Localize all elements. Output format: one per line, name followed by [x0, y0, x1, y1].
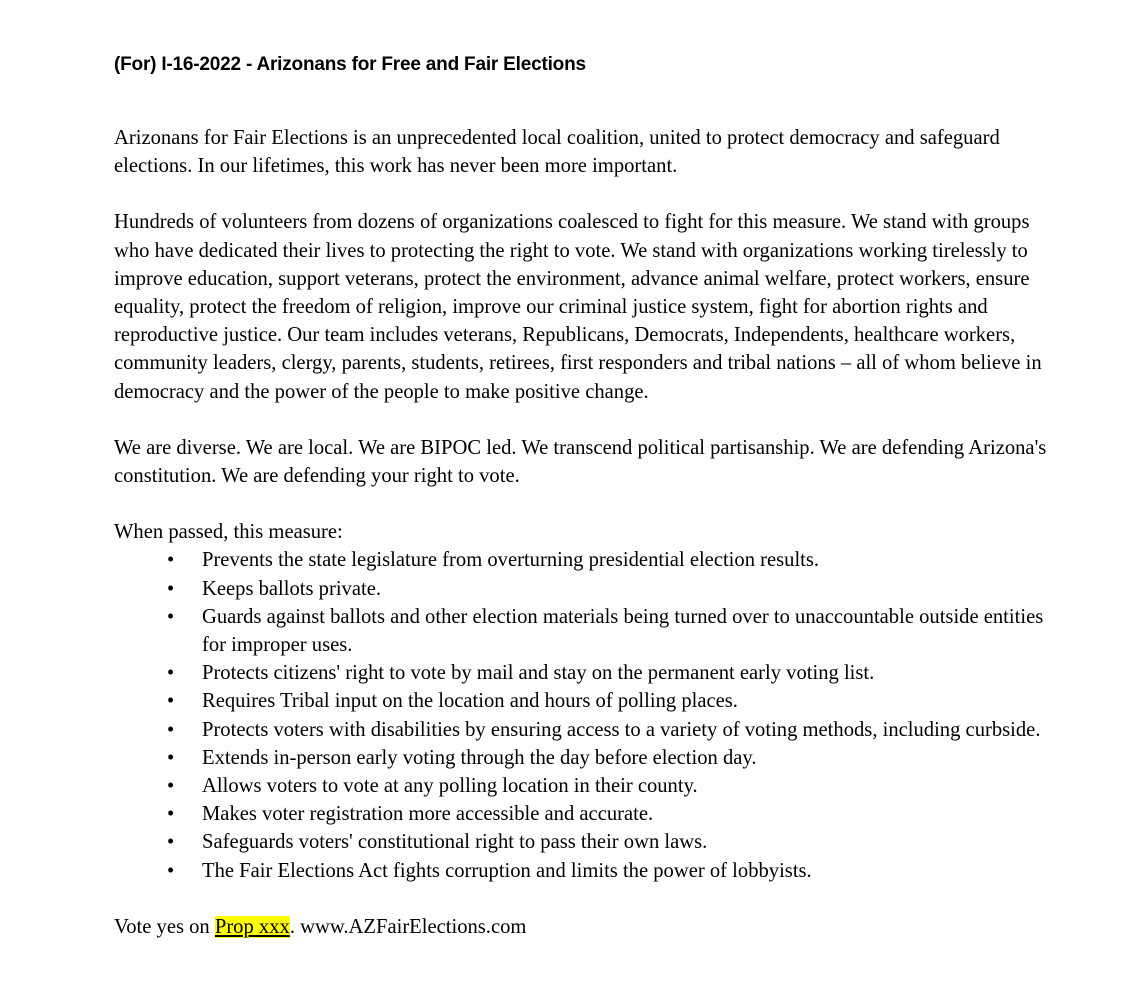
- bullet-icon: •: [167, 859, 175, 882]
- list-intro: When passed, this measure:: [114, 521, 343, 544]
- list-item-text: Allows voters to vote at any polling location in their county.: [202, 775, 698, 798]
- measure-bullet-list: [114, 546, 1065, 884]
- list-item: [114, 828, 1065, 856]
- bullet-icon: •: [167, 577, 175, 600]
- bullet-icon: •: [167, 831, 175, 854]
- document-body: [114, 124, 1065, 941]
- coalition-paragraph: Hundreds of volunteers from dozens of organizations coalesced to fight for this measure. We stand with groups who have dedicated their lives to protecting the right to vote. We stand with organizations working tirelessly to improve education, support veterans, protect the environment, advance animal welfare, protect workers, ensure equality, protect the freedom of religion, improve our criminal justice system, fight for abortion rights and reproductive justice. Our team includes veterans, Republicans, Democrats, Independents, healthcare workers, community leaders, clergy, parents, students, retirees, first responders and tribal nations – all of whom believe in democracy and the power of the people to make positive change.: [114, 211, 1042, 403]
- list-item: [114, 800, 1065, 828]
- intro-paragraph: Arizonans for Fair Elections is an unprecedented local coalition, united to protect democracy and safeguard elections. In our lifetimes, this work has never been more important.: [114, 127, 1000, 178]
- list-item: [114, 857, 1065, 885]
- identity-paragraph: We are diverse. We are local. We are BIPOC led. We transcend political partisanship. We are defending Arizona's constitution. We are defending your right to vote.: [114, 436, 1047, 488]
- bullet-icon: •: [167, 746, 175, 769]
- bullet-icon: •: [167, 690, 175, 713]
- bullet-icon: •: [167, 605, 175, 628]
- list-item-text: The Fair Elections Act fights corruption and limits the power of lobbyists.: [202, 859, 812, 882]
- list-item-text: Protects voters with disabilities by ensuring access to a variety of voting methods, including curbside.: [202, 718, 1041, 741]
- list-item-text: Guards against ballots and other election materials being turned over to unaccountable outside entities for improper uses.: [202, 605, 1044, 657]
- list-item: [114, 716, 1065, 744]
- list-item: [114, 744, 1065, 772]
- list-item: [114, 772, 1065, 800]
- prop-highlight: Prop xxx: [214, 915, 290, 938]
- closing-line: [114, 913, 1065, 941]
- list-item-text: Safeguards voters' constitutional right to pass their own laws.: [202, 831, 708, 854]
- list-item-text: Extends in-person early voting through the day before election day.: [202, 746, 757, 769]
- closing-suffix: . www.AZFairElections.com: [289, 915, 527, 938]
- list-item: [114, 575, 1065, 603]
- bullet-icon: •: [167, 803, 175, 826]
- bullet-icon: •: [167, 549, 175, 572]
- list-item-text: Prevents the state legislature from overturning presidential election results.: [202, 549, 820, 572]
- list-item: [114, 659, 1065, 687]
- list-item: [114, 687, 1065, 715]
- list-item: [114, 603, 1065, 659]
- list-item-text: Keeps ballots private.: [202, 577, 381, 600]
- document-heading: (For) I-16-2022 - Arizonans for Free and Fair Elections: [114, 54, 586, 75]
- list-item-text: Makes voter registration more accessible and accurate.: [202, 803, 654, 826]
- bullet-icon: •: [167, 775, 175, 798]
- bullet-icon: •: [167, 662, 175, 685]
- list-item-text: Protects citizens' right to vote by mail and stay on the permanent early voting list.: [202, 662, 875, 685]
- list-item-text: Requires Tribal input on the location and hours of polling places.: [202, 690, 738, 713]
- closing-prefix: Vote yes on: [114, 915, 215, 938]
- bullet-icon: •: [167, 718, 175, 741]
- list-item: [114, 546, 1065, 574]
